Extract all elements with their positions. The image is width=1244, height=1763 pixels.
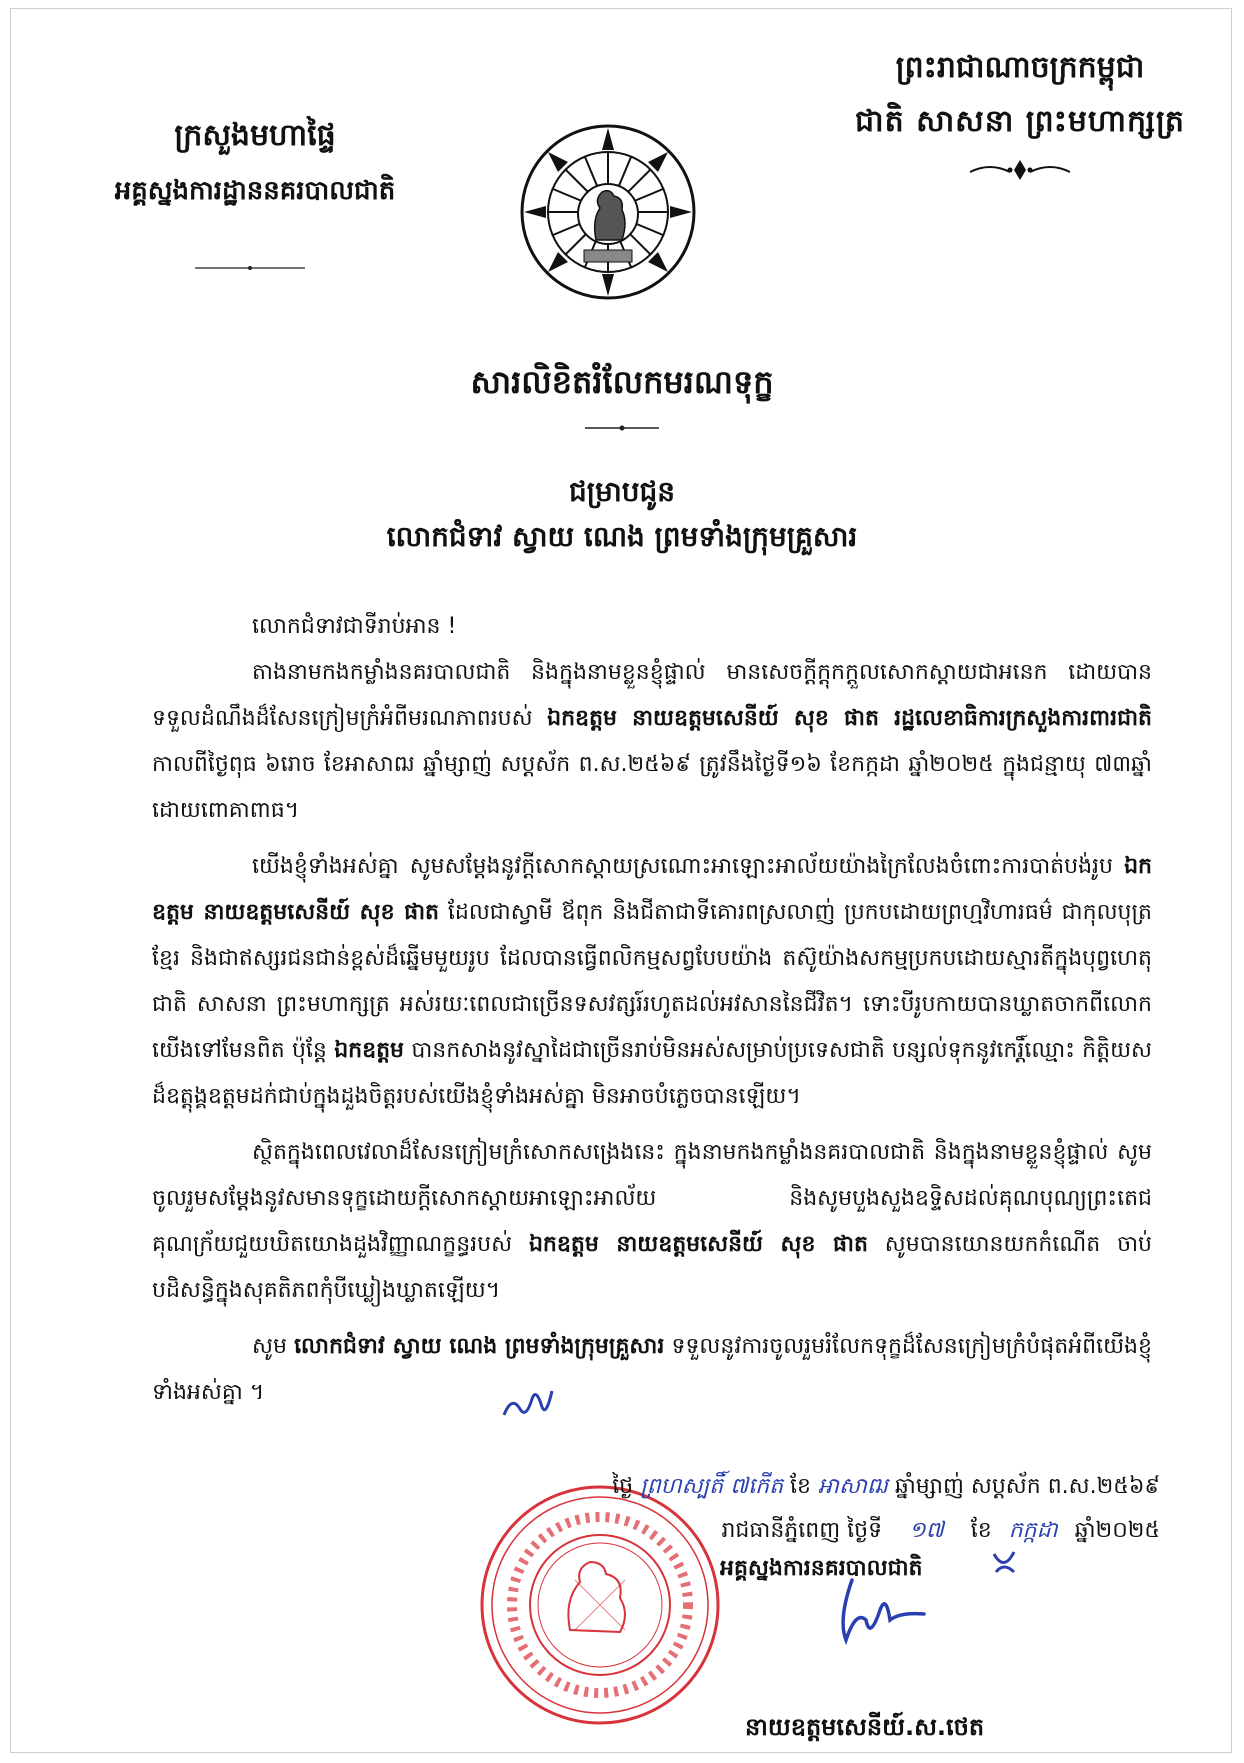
p1-bold: ឯកឧត្តម នាយឧត្តមសេនីយ៍ សុខ ផាត រដ្ឋលេខាធិការក្រសួងការពារជាតិ [547, 706, 1152, 731]
p3-text-a: ស្ថិតក្នុងពេលវេលាដ៏សែនក្រៀមក្រំសោកសង្រេងនេះ ក្នុងនាមកងកម្លាំងនគរបាលជាតិ និងក្នុងនាមខ្លួនខ្ញុំផ្ទាល់ សូមចូលរួមសម្តែងនូវសមានទុក្ខដោយក្តីសោកស្តាយអាឡោះអាល័យ និងសូមបួងសួងឧទ្ទិសដល់គុណបុណ្យព្រះតេជគុណក្រ័យជួយឃិតយោងដួងវិញ្ញាណក្ខន្ធរបស់ [152, 1140, 1152, 1257]
p4-text-c: ទទួលនូវការចូលរួមរំលែកទុក្ខដ៏សែនក្រៀមក្រំបំផុតអំពីយើងខ្ញុំទាំងអស់គ្នា ។ [152, 1334, 1152, 1405]
initials-mark-icon [500, 1385, 555, 1425]
solar-month: កក្កដា [1008, 1518, 1058, 1543]
p2-text-e: បានកសាងនូវស្នាដៃជាច្រើនរាប់មិនអស់សម្រាប់ប្រទេសជាតិ បន្សល់ទុកនូវកេរ្តិ៍ឈ្មោះ កិត្តិយសដ៏ឧត្តុង្គឧត្តមដក់ជាប់ក្នុងដួងចិត្តរបស់យើងខ្ញុំទាំងអស់គ្នា មិនអាចបំភ្លេចបានឡើយ។ [152, 1038, 1152, 1109]
signing-authority: អគ្គស្នងការនគរបាលជាតិ [720, 1556, 923, 1581]
police-emblem [518, 122, 698, 302]
kingdom-name: ព្រះរាជាណាចក្រកម្ពុជា [895, 50, 1145, 85]
p4-bold: លោកជំទាវ ស្វាយ ណេង ព្រមទាំងក្រុមគ្រួសារ [294, 1334, 665, 1359]
department-name: អគ្គស្នងការដ្ឋាននគរបាលជាតិ [114, 176, 396, 206]
recipient-block [0, 470, 1244, 560]
initials-mark-icon [990, 1548, 1020, 1578]
solar-date-line [490, 1509, 1160, 1553]
lunar-prefix: ថ្ងៃ [612, 1474, 634, 1499]
lunar-month-label: ខែ [790, 1474, 811, 1499]
header-divider-left [195, 264, 305, 272]
ornament-icon [965, 158, 1075, 182]
p2-bold-2: ឯកឧត្តម [334, 1038, 405, 1063]
solar-month-label: ខែ [970, 1518, 992, 1543]
lunar-handwritten: ព្រហស្បតិ៍ ៧កើត [640, 1474, 784, 1499]
lunar-month: អាសាឍ [818, 1474, 888, 1499]
greeting: លោកជំទាវជាទីរាប់អាន ! [252, 614, 457, 639]
paragraph-4 [152, 1324, 1152, 1416]
p2-bold-1: ឯកឧត្តម នាយឧត្តមសេនីយ៍ សុខ ផាត [152, 854, 1152, 925]
paragraph-2 [152, 844, 1152, 1120]
recipient-salutation: ជម្រាបជូន [568, 475, 676, 508]
p1-text-c: កាលពីថ្ងៃពុធ ៦រោច ខែអាសាឍ ឆ្នាំម្សាញ់ សប្តស័ក ព.ស.២៥៦៩ ត្រូវនឹងថ្ងៃទី១៦ ខែកក្កដា ឆ្នាំ២០២៥ ក្នុងជន្មាយុ ៧៣ឆ្នាំ ដោយពោគាពាធ។ [152, 752, 1152, 823]
solar-day: ១៧ [909, 1518, 944, 1543]
letter-body [152, 604, 1152, 1426]
p2-text-a: យើងខ្ញុំទាំងអស់គ្នា សូមសម្តែងនូវក្តីសោកស្តាយស្រណោះអាឡោះអាល័យយ៉ាងក្រៃលែងចំពោះការបាត់បង់រូប [252, 854, 1125, 879]
p1-text-a: តាងនាមកងកម្លាំងនគរបាលជាតិ និងក្នុងនាមខ្លួនខ្ញុំផ្ទាល់ មានសេចក្តីក្តុកក្តួលសោកស្តាយជាអនេក ដោយបានទទួលដំណឹងដ៏សែនក្រៀមក្រំអំពីមរណភាពរបស់ [152, 660, 1152, 731]
date-block [490, 1465, 1160, 1553]
letter-title: សារលិខិតរំលែកមរណទុក្ខ [470, 363, 774, 401]
p3-bold: ឯកឧត្តម នាយឧត្តមសេនីយ៍ សុខ ផាត [528, 1232, 868, 1257]
recipient-name: លោកជំទាវ ស្វាយ ណេង ព្រមទាំងក្រុមគ្រួសារ [386, 519, 858, 553]
p4-text-a: សូម [252, 1334, 295, 1359]
paragraph-1 [152, 650, 1152, 834]
ministry-name: ក្រសួងមហាផ្ទៃ [174, 118, 336, 153]
lunar-date-line [490, 1465, 1160, 1509]
kingdom-header [830, 50, 1210, 182]
solar-prefix: រាជធានីភ្នំពេញ ថ្ងៃទី [721, 1518, 883, 1543]
signature-icon [830, 1570, 950, 1650]
paragraph-3 [152, 1130, 1152, 1314]
p3-text-c: សូមបានយោនយកកំណើត ចាប់បដិសន្ធិក្នុងសុគតិភពកុំបីឃ្លៀងឃ្លាតឡើយ។ [152, 1232, 1152, 1303]
lunar-suffix: ឆ្នាំម្សាញ់ សប្តស័ក ព.ស.២៥៦៩ [894, 1474, 1160, 1499]
solar-year: ឆ្នាំ២០២៥ [1074, 1518, 1160, 1543]
signer-name: នាយឧត្តមសេនីយ៍.ស.ថេត [745, 1713, 985, 1741]
p2-text-c: ដែលជាស្វាមី ឪពុក និងជីតាជាទីគោរពស្រលាញ់ ប្រកបដោយព្រហ្មវិហារធម៌ ជាកុលបុត្រខ្មែរ និងជាឥស្សរជនជាន់ខ្ពស់ដ៏ឆ្នើមមួយរូប ដែលបានធ្វើពលិកម្មសព្វបែបយ៉ាង តស៊ូយ៉ាងសកម្មប្រកបដោយស្មារតីក្នុងបុព្វហេតុជាតិ សាសនា ព្រះមហាក្សត្រ អស់រយៈពេលជាច្រើនទសវត្សរ៍រហូតដល់អវសាននៃជីវិត។ ទោះបីរូបកាយបានឃ្លាតចាកពីលោកយើងទៅមែនពិត ប៉ុន្តែ [152, 900, 1153, 1063]
ministry-header [90, 118, 420, 207]
national-motto: ជាតិ សាសនា ព្រះមហាក្សត្រ [855, 104, 1185, 139]
title-divider [585, 424, 659, 432]
